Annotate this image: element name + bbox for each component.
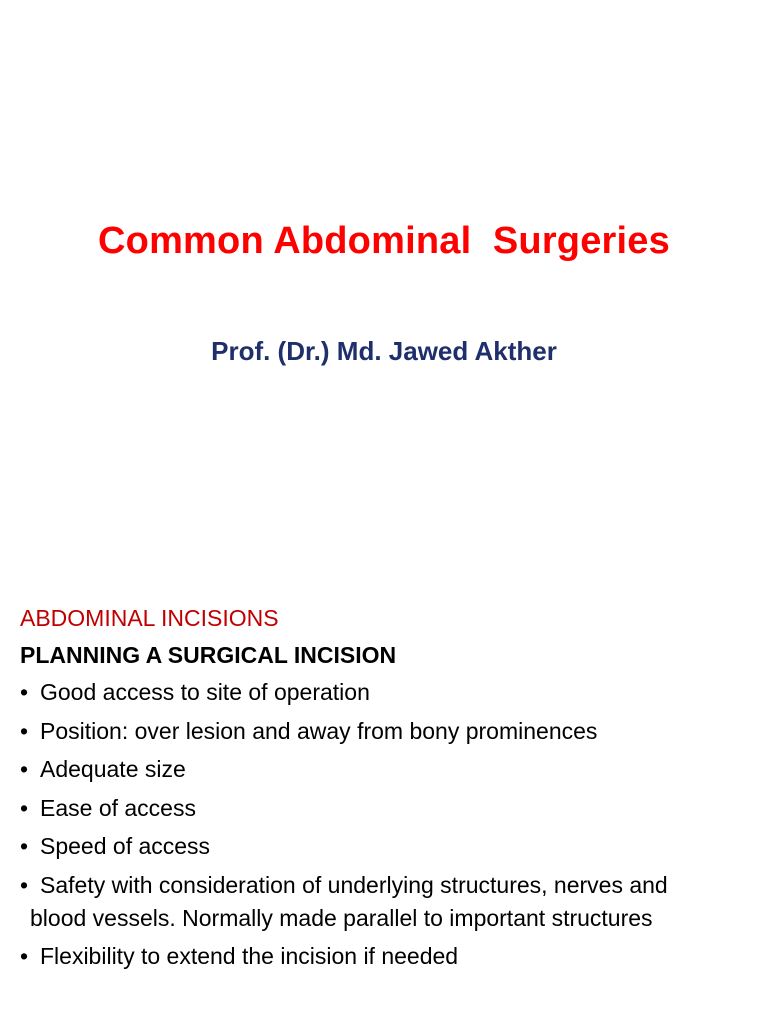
sub-heading: PLANNING A SURGICAL INCISION bbox=[20, 642, 397, 668]
bullet-item bbox=[20, 830, 740, 863]
bullet-text: Speed of access bbox=[40, 833, 211, 859]
bullet-item bbox=[20, 753, 740, 786]
bullet-text: Flexibility to extend the incision if needed bbox=[40, 943, 459, 969]
presentation-title: Common Abdominal Surgeries bbox=[98, 220, 670, 262]
bullet-icon: • bbox=[20, 871, 29, 898]
bullet-continuation: blood vessels. Normally made parallel to important structures bbox=[30, 904, 653, 931]
bullet-text: Adequate size bbox=[40, 756, 186, 782]
bullet-icon: • bbox=[20, 756, 29, 782]
bullet-text bbox=[30, 869, 740, 935]
bullet-item bbox=[20, 715, 740, 748]
bullet-icon: • bbox=[20, 943, 29, 969]
bullet-icon: • bbox=[20, 717, 29, 744]
author-name: Prof. (Dr.) Md. Jawed Akther bbox=[211, 336, 557, 366]
bullet-item bbox=[20, 940, 740, 973]
bullet-icon: • bbox=[20, 679, 29, 705]
content-slide bbox=[20, 600, 740, 979]
bullet-text: Position: over lesion and away from bony prominences bbox=[40, 717, 598, 744]
bullet-item bbox=[20, 676, 740, 709]
bullet-text: Ease of access bbox=[40, 794, 196, 821]
bullet-item-safety bbox=[20, 869, 740, 935]
bullet-text: Good access to site of operation bbox=[40, 679, 370, 705]
bullet-first-line: Safety with consideration of underlying structures, nerves and bbox=[40, 871, 668, 898]
section-heading: ABDOMINAL INCISIONS bbox=[20, 605, 279, 631]
bullet-icon: • bbox=[20, 833, 29, 859]
bullet-icon: • bbox=[20, 794, 29, 821]
bullet-item bbox=[20, 792, 740, 825]
